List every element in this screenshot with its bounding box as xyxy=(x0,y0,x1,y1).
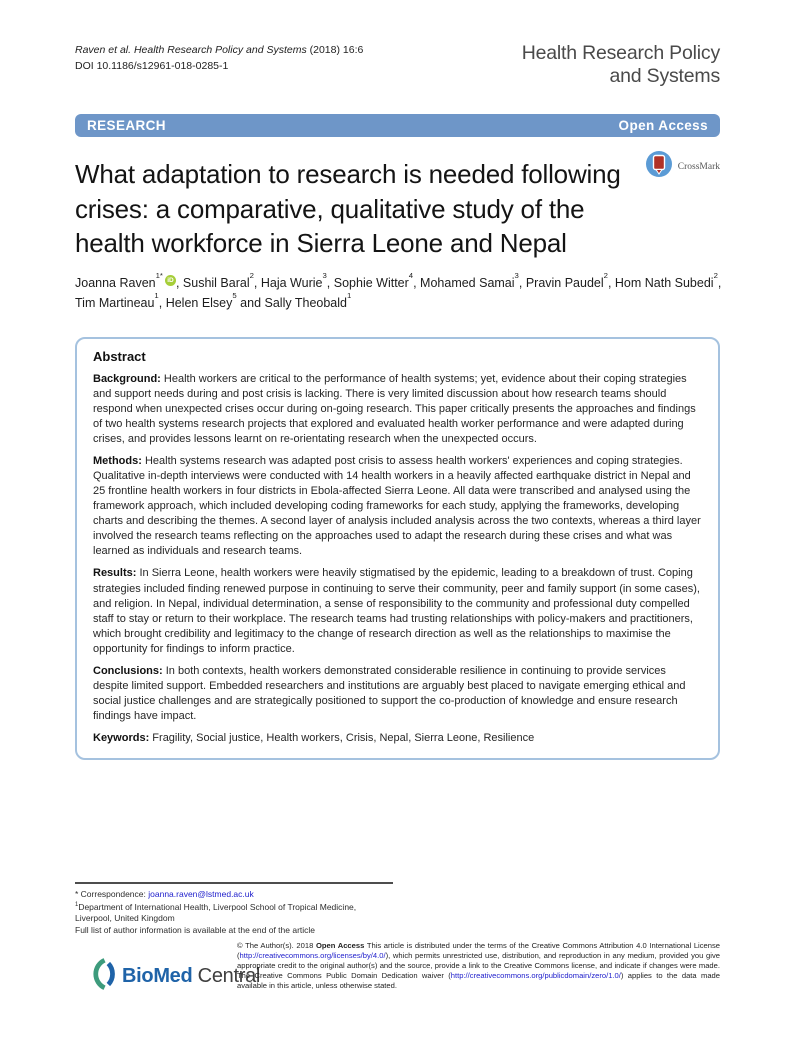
correspondence-label: * Correspondence: xyxy=(75,889,149,899)
doi-line: DOI 10.1186/s12961-018-0285-1 xyxy=(75,60,229,73)
biomed-word-regular: Central xyxy=(192,965,261,987)
author-name: Hom Nath Subedi xyxy=(614,275,714,290)
author-affiliation-sup: 1 xyxy=(154,290,159,300)
full-list-note: Full list of author information is available at the end of the article xyxy=(75,924,316,935)
author-name: Helen Elsey xyxy=(165,295,233,310)
author-name: Sally Theobald xyxy=(264,295,347,310)
abstract-background xyxy=(93,372,702,447)
author-name: Haja Wurie xyxy=(260,275,323,290)
abstract-methods xyxy=(93,454,702,559)
cc-zero-link[interactable]: http://creativecommons.org/publicdomain/zero/1.0/ xyxy=(450,971,621,981)
abstract-heading: Abstract xyxy=(93,348,146,364)
author-name: Mohamed Samai xyxy=(420,275,515,290)
keywords-label: Keywords: xyxy=(93,732,150,745)
author-name: Sushil Baral xyxy=(182,275,250,290)
article-type-label: RESEARCH xyxy=(87,118,166,133)
author-affiliation-sup: 5 xyxy=(232,290,237,300)
author-name: Pravin Paudel xyxy=(525,275,604,290)
author-separator: , xyxy=(175,275,183,290)
author-name: Joanna Raven xyxy=(75,275,156,290)
section-label: Conclusions: xyxy=(93,664,163,677)
author-list xyxy=(75,270,735,313)
abstract-keywords xyxy=(93,731,702,746)
citation-line xyxy=(75,42,363,58)
author-separator: , xyxy=(158,295,166,310)
crossmark-label: CrossMark xyxy=(677,161,720,172)
affiliation-line xyxy=(75,901,393,925)
abstract-results xyxy=(93,566,702,656)
author-affiliation-sup: 2 xyxy=(249,270,254,280)
author-separator: , xyxy=(518,275,526,290)
section-label: Methods: xyxy=(93,455,142,468)
section-label: Results: xyxy=(93,567,137,580)
section-text: Health workers are critical to the performance of health systems; yet, evidence about their coping strategies and support needs during and post crisis is lacking. There is very limited discussion about how research teams should respond when unexpected crises occur during on-going research. This paper critically presents the approaches and findings of two health systems research projects that explored and evaluated health worker performance and were adapted during crises, and provides lessons learnt on re-orientating research when the unexpected occurs. xyxy=(93,372,696,445)
biomed-ring-icon xyxy=(77,955,115,998)
author-separator: , xyxy=(326,275,334,290)
copyright-text: © The Author(s). 2018 xyxy=(237,941,316,950)
section-text: Health systems research was adapted post crisis to assess health workers' experiences and coping strategies. Qualitative in-depth interviews were conducted with 14 health workers in a heavily affected earthquake district in Nepal and 25 frontline health workers in four districts in Ebola-affected Sierra Leone. All data were transcribed and analysed using the framework approach, which included developing coding frameworks for each study, applying the frameworks, developing charts and describing the themes. A second layer of analysis included analysis across the two contexts, whereas a third layer involved the research teams reflecting on the approaches used to adapt the research during these crises and what was learned as individuals and research teams. xyxy=(93,455,701,558)
orcid-icon[interactable]: iD xyxy=(165,275,176,286)
crossmark-icon xyxy=(645,150,673,183)
copyright-text: ) applies to the data made available in this article, unless otherwise stated. xyxy=(237,971,721,991)
journal-name: Health Research Policy and Systems xyxy=(521,42,720,87)
correspondence-line xyxy=(75,889,393,901)
author-affiliation-sup: 1* xyxy=(155,270,163,280)
article-type-banner xyxy=(75,114,720,137)
author-affiliation-sup: 2 xyxy=(603,270,608,280)
author-name: Tim Martineau xyxy=(75,295,155,310)
section-text: In both contexts, health workers demonstrated considerable resilience in continuing to provide services despite limited support. Embedded researchers and institutions are arguably best placed to navigate emerging ethical and social justice challenges and are strategically positioned to support the co-production of knowledge and ensure research findings have impact. xyxy=(93,664,686,723)
author-name: Sophie Witter xyxy=(333,275,409,290)
author-affiliation-sup: 2 xyxy=(713,270,718,280)
citation-authors: Raven et al. xyxy=(75,44,132,56)
citation-block xyxy=(75,42,363,88)
section-label: Background: xyxy=(93,372,161,385)
copyright-notice xyxy=(237,941,720,991)
biomed-word-bold: BioMed xyxy=(122,965,193,987)
article-title: What adaptation to research is needed following crises: a comparative, qualitative study of the health workforce in Sierra Leone and Nepal xyxy=(75,159,621,259)
author-affiliation-sup: 4 xyxy=(408,270,414,280)
citation-journal: Health Research Policy and Systems xyxy=(131,44,307,56)
author-affiliation-sup: 1 xyxy=(346,290,352,300)
open-access-term: Open Access xyxy=(315,941,365,950)
author-affiliation-sup: 3 xyxy=(514,270,519,280)
author-separator: , xyxy=(717,275,722,290)
abstract-box xyxy=(75,337,720,760)
correspondence-email-link[interactable]: joanna.raven@lstmed.ac.uk xyxy=(148,889,254,899)
copyright-text: ), which permits unrestricted use, distribution, and reproduction in any medium, provided you give appropriate credit to the original author(s) and the source, provide a link to the Creative Commons license, and indicate if changes were made. The Creative Commons Public Domain Dedication waiver ( xyxy=(237,951,720,981)
open-access-label: Open Access xyxy=(618,118,708,133)
cc-by-license-link[interactable]: http://creativecommons.org/licenses/by/4.0/ xyxy=(239,951,386,961)
author-separator: and xyxy=(236,295,265,310)
page-header xyxy=(75,0,720,88)
section-text: In Sierra Leone, health workers were heavily stigmatised by the epidemic, leading to a breakdown of trust. Coping strategies included finding renewed purpose in continuing to serve their community, peer and family support (in some cases), and religion. In Nepal, individual determination, a sense of responsibility to the community and professional duty compelled staff to stay or return to their workplace. The research teams had trusting relationships with policy-makers and practitioners, which brought credibility and legitimacy to the change of research direction as well as the relationships to maximise the opportunity for findings to inform practice. xyxy=(93,567,700,655)
author-separator: , xyxy=(413,275,421,290)
biomed-central-logo xyxy=(77,955,260,998)
crossmark-badge[interactable] xyxy=(645,150,720,183)
author-affiliation-sup: 3 xyxy=(322,270,327,280)
footnotes xyxy=(75,882,393,937)
author-separator: , xyxy=(607,275,615,290)
affiliation-sup: 1 xyxy=(75,901,79,908)
affiliation-text: Department of International Health, Liverpool School of Tropical Medicine, Liverpool, United Kingdom xyxy=(75,901,357,924)
author-separator: , xyxy=(253,275,261,290)
copyright-text: This article is distributed under the terms of the Creative Commons Attribution 4.0 International License ( xyxy=(237,941,720,961)
abstract-conclusions xyxy=(93,664,702,724)
citation-issue: (2018) 16:6 xyxy=(306,44,364,56)
keywords-text: Fragility, Social justice, Health workers, Crisis, Nepal, Sierra Leone, Resilience xyxy=(149,732,535,745)
